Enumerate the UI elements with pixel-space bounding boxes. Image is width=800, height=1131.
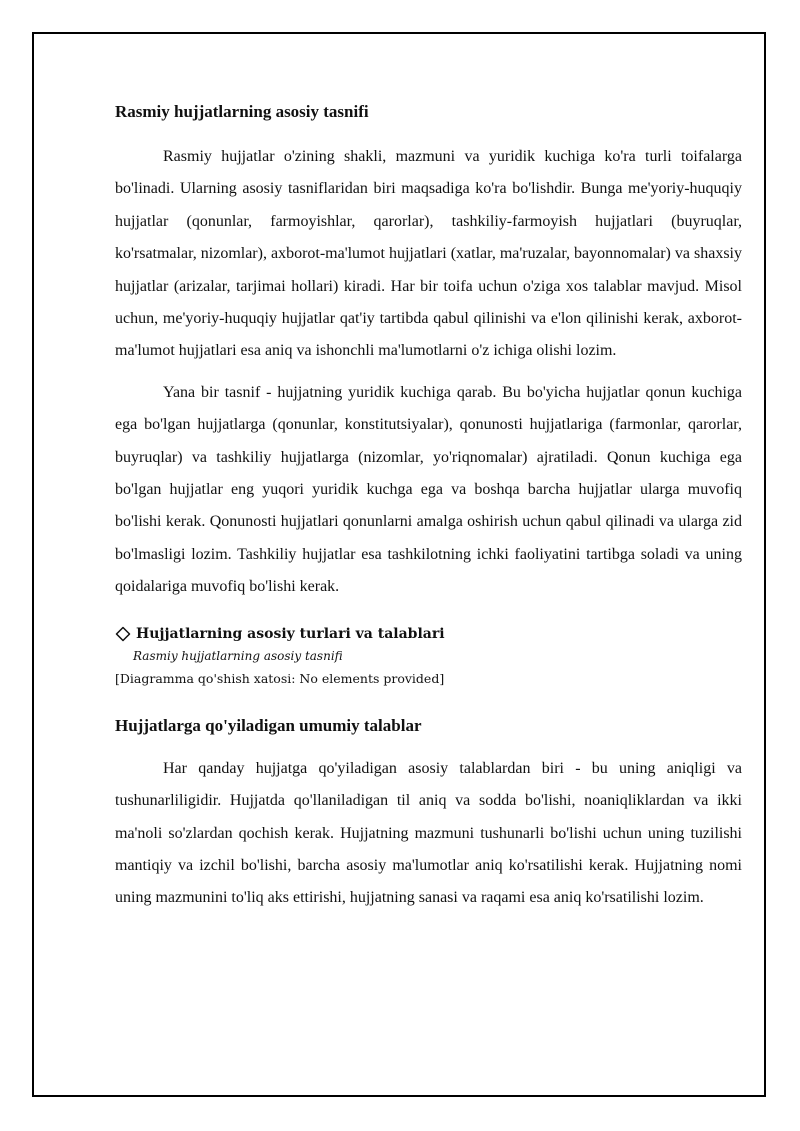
paragraph: Rasmiy hujjatlar o'zining shakli, mazmuni va yuridik kuchiga ko'ra turli toifalarga bo'linadi. Ularning asosiy tasniflaridan biri maqsadiga ko'ra bo'lishdir. Bunga me'yoriy-huquqiy hujjatlar (qonunlar, farmoyishlar, qarorlar), tashkiliy-farmoyish hujjatlari (buyruqlar, ko'rsatmalar, nizomlar), axborot-ma'lumot hujjatlari (xatlar, ma'ruzalar, bayonnomalar) va shaxsiy hujjatlar (arizalar, tarjimai hollari) kiradi. Har bir toifa uchun o'ziga xos talablar mavjud. Misol uchun, me'yoriy-huquqiy hujjatlar qat'iy tartibda qabul qilinishi va e'lon qilinishi kerak, axborot-ma'lumot hujjatlari esa aniq va ishonchli ma'lumotlarni o'z ichiga olishi lozim. — [115, 148, 742, 360]
diagram-placeholder — [115, 624, 742, 688]
diagram-title-row — [115, 624, 742, 644]
document-body — [115, 96, 742, 915]
diagram-error-message: [Diagramma qo'shish xatosi: No elements provided] — [115, 670, 445, 686]
diagram-subtitle: Rasmiy hujjatlarning asosiy tasnifi — [133, 648, 343, 663]
section-heading: Rasmiy hujjatlarning asosiy tasnifi — [115, 102, 369, 121]
section-heading: Hujjatlarga qo'yiladigan umumiy talablar — [115, 715, 422, 735]
tag-icon — [115, 626, 131, 642]
paragraph: Yana bir tasnif - hujjatning yuridik kuchiga qarab. Bu bo'yicha hujjatlar qonun kuchiga ega bo'lgan hujjatlarga (qonunlar, konstitutsiyalar), qonunosti hujjatlariga (farmonlar, qarorlar, buyruqlar) va tashkiliy hujjatlarga (nizomlar, yo'riqnomalar) ajratiladi. Qonun kuchiga ega bo'lgan hujjatlar eng yuqori yuridik kuchga ega va boshqa barcha hujjatlar ularga muvofiq bo'lishi kerak. Qonunosti hujjatlari qonunlarni amalga oshirish uchun qabul qilinadi va ularga zid bo'lmasligi lozim. Tashkiliy hujjatlar esa tashkilotning ichki faoliyatini tartibga soladi va uning qoidalariga muvofiq bo'lishi kerak. — [115, 383, 742, 596]
paragraph: Har qanday hujjatga qo'yiladigan asosiy talablardan biri - bu uning aniqligi va tushunarliligidir. Hujjatda qo'llaniladigan til aniq va sodda bo'lishi, noaniqliklardan va ikki ma'noli so'zlardan qochish kerak. Hujjatning mazmuni tushunarli bo'lishi uchun uning tuzilishi mantiqiy va izchil bo'lishi, barcha asosiy ma'lumotlar aniq ko'rsatilishi kerak. Hujjatning nomi uning mazmunini to'liq aks ettirishi, hujjatning sanasi va raqami esa aniq ko'rsatilishi lozim. — [115, 759, 742, 907]
diagram-title: Hujjatlarning asosiy turlari va talablari — [136, 625, 445, 642]
